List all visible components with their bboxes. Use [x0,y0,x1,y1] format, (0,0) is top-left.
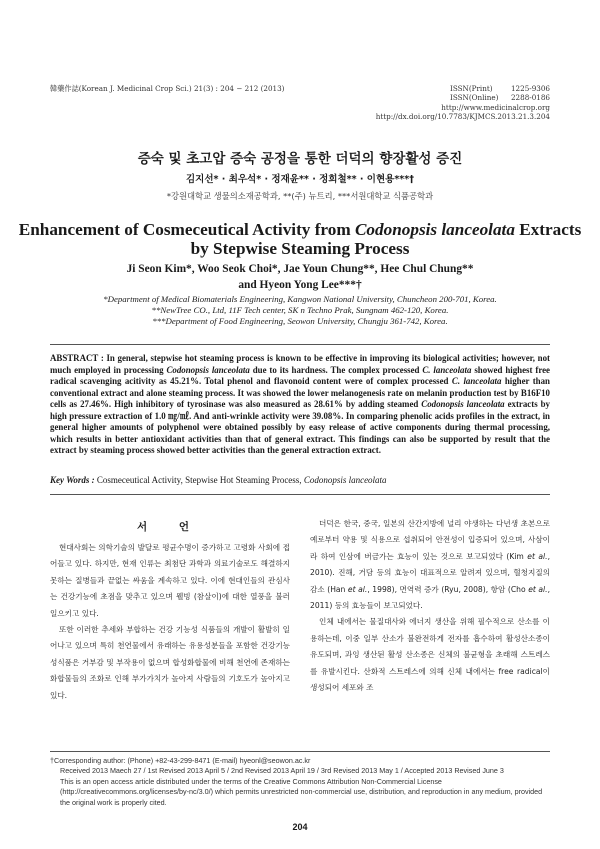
intro-p3-text-c: , 1998), 면역력 증가 (Ryu, 2008), 항암 (Cho [367,584,529,594]
english-authors [0,262,600,293]
body-column-right [310,516,550,696]
section-heading-introduction: 서 언 [137,521,203,533]
english-title-species: Codonopsis lanceolata [354,220,515,239]
abstract-top-rule [50,344,550,345]
journal-url[interactable]: http://www.medicinalcrop.org [441,102,550,112]
abstract-label: ABSTRACT : [50,353,107,363]
abstract-text-3: showed highest free radical scavenging acitivity as 45.21%. Total phenol and flavonoid content were of complex processed [50,364,550,386]
abstract-text-5: extracts by high pressure extraction of 1.0 ㎎/㎖. And anti-wrinkle activity were 39.08%. In comparing phenolic acids profiles in the extract, in general higher amounts of polyphenol were obtained possibly by easy release of active components during thermal processing, which results in better antioxidant activities than that of general extract. This findings can also be supported by result that the extract by steaming process showed better activities than the general extraction extract. [50,399,550,455]
received-dates: Received 2013 Maech 27 / 1st Revised 2013 April 5 / 2nd Revised 2013 April 19 / 3rd Revised 2013 May 1 / Accepted 2013 Revised June 3 [60,766,504,776]
english-authors-line2: and Hyeon Yong Lee***† [238,278,362,291]
issn-online [376,93,550,102]
license-notice: This is an open access article distributed under the terms of the Creative Commons Attribution Non-Commercial License (http://creativecommons.org/licenses/by-nc/3.0/) which permits unrestricted non-commercial use, distribution, and reproduction in any medium, provided the original work is properly cited. [60,776,543,807]
abstract-text-1: In general, stepwise hot steaming process is known to be effective in improving its biological activities; however, not much employed in processing [50,353,550,375]
english-affiliations [0,294,600,328]
intro-paragraph-4: 인체 내에서는 물질대사와 에너지 생산을 위해 필수적으로 산소를 이용하는데, 이중 일부 산소가 불완전하게 전자를 흡수하여 활성산소종이 유도되며, 과잉 생산된 활성 산소종은 신체의 불균형을 초래해 스트레스를 유발시킨다. 산화적 스트레스에 의해 신체 내에서는 free radical이 생성되어 세포와 조 [310,617,550,693]
intro-p3-text-a: 더덕은 한국, 중국, 일본의 산간지방에 널리 야생하는 다년생 초본으로 예로부터 약용 및 식용으로 섭취되어 안전성이 입증되어 있으며, 사삼이라 하여 인삼에 버금가는 효능이 있는 것으로 보고되었다 (Kim [310,519,550,561]
abstract-species-1: Codonopsis lanceolata [166,364,250,375]
korean-authors: 김지선* · 최우석* · 정재윤** · 정희철** · 이현용***† [185,174,414,185]
issn-print-label: ISSN(Print) [450,84,493,93]
intro-p3-text-b: , 2010). 진해, 거담 등의 효능이 대표적으로 알려져 있으며, 혈청지질의 감소 (Han [310,551,551,594]
issn-print [376,84,550,93]
affiliation-2: **NewTree CO., Ltd, 11F Tech center, SK n Techno Prak, Sungnam 462-120, Korea. [151,305,449,316]
keywords-label: Key Words : [50,475,97,485]
issn-online-value: 2288-0186 [510,93,550,103]
journal-identifiers [376,84,550,122]
doi-link[interactable]: http://dx.doi.org/10.7783/KJMCS.2013.21.3.204 [375,112,550,122]
abstract-text-2: due to its hardness. The complex processed [249,364,423,375]
english-authors-line1: Ji Seon Kim*, Woo Seok Choi*, Jae Youn Chung**, Hee Chul Chung** [126,263,474,275]
english-title [0,220,600,258]
affiliation-3: ***Department of Food Engineering, Seowon University, Chungju 361-742, Korea. [152,316,448,327]
intro-p3-et-al-2: et al. [347,584,368,594]
intro-paragraph-1: 현대사회는 의학기술의 발달로 평균수명이 증가하고 고령화 사회에 접어들고 있다. 하지만, 현재 인류는 최첨단 과학과 의료기술로도 해결하지 못하는 질병들과 끝없는 싸움을 계속하고 있다. 이에 현대인들의 관심사는 건강기능에 초점을 맞추고 있으며 웰빙 (참살이)에 대한 열풍을 불러일으키고 있다. [50,543,290,618]
english-title-line2: by Stepwise Steaming Process [190,239,410,258]
english-title-line1 [0,220,600,239]
abstract [50,353,550,457]
english-title-pre: Enhancement of Cosmeceutical Activity from [18,220,355,239]
intro-paragraph-2: 또한 이러한 추세와 부합하는 건강 기능성 식품들의 개발이 활발히 일어나고 있으며 특히 천연물에서 유래하는 유용성분들을 포함한 건강기능성식품은 거부감 및 부작용이 없으며 합성화합물에 비해 천연에 존재하는 화합물들의 조화로 인해 부가가치가 높아져 사람들의 기호도가 높아지고 있다. [50,625,290,700]
body-column-left [50,540,290,704]
intro-paragraph-3 [310,516,550,614]
abstract-bottom-rule [50,494,550,495]
corresponding-author: †Corresponding author: (Phone) +82-43-299-8471 (E-mail) hyeonl@seowon.ac.kr [50,756,311,765]
abstract-species-2: C. lanceolata [422,364,472,375]
intro-p3-et-al-3: et al. [528,584,548,594]
footnote-rule [50,751,550,752]
issn-print-value: 1225-9306 [510,84,550,93]
korean-title: 증숙 및 초고압 증숙 공정을 통한 더덕의 향장활성 증진 [137,151,463,167]
intro-p3-et-al-1: et al. [527,551,548,561]
abstract-species-3: C. lanceolata [451,376,502,386]
journal-citation: 韓藥作誌(Korean J. Medicinal Crop Sci.) 21(3) : 204 − 212 (2013) [50,84,285,93]
issn-online-label: ISSN(Online) [450,93,499,103]
english-title-post: Extracts [514,220,582,239]
korean-affiliations: *강원대학교 생물의소재공학과, **(주) 뉴트리, ***서원대학교 식품공학과 [166,191,434,201]
abstract-species-4: Codonopsis lanceolata [421,399,505,409]
footnote [50,756,550,808]
page-number: 204 [292,822,308,832]
affiliation-1: *Department of Medical Biomaterials Engineering, Kangwon National University, Chuncheon 200-701, Korea. [103,294,497,304]
keywords-text: Cosmeceutical Activity, Stepwise Hot Steaming Process, [96,475,304,485]
abstract-text-4: higher than conventional extract and alone steaming process. It was showed the lower melanogenesis rate on melanin production test by B16F10 cells as 27.46%. High inhibitory of tyrosinase was also measured as 28.61% by adding steamed [50,376,550,409]
intro-p3-text-d: , 2011) 등의 효능들이 보고되었다. [310,584,550,611]
keywords [50,475,550,485]
keywords-species: Codonopsis lanceolata [303,475,387,485]
